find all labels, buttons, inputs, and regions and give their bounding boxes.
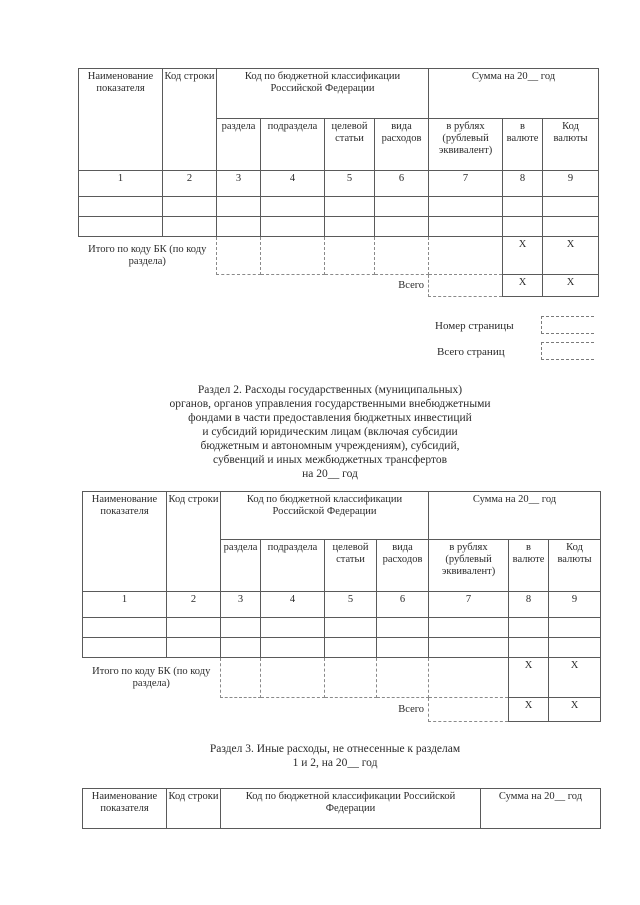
header-expense-type: вида расходов [375,119,429,171]
total-by-section-label: Итого по коду БК (по коду раздела) [88,243,207,267]
col-number: 7 [429,592,509,618]
col-number: 1 [83,592,167,618]
header-sum: Сумма на 20__ год [481,789,601,829]
header-subsection: подраздела [261,119,325,171]
header-indicator-name: Наименование показателя [83,789,167,829]
page-number-label: Номер страницы [435,320,514,332]
table-row [79,275,599,297]
col-number: 5 [325,171,375,197]
header-indicator-name: Наименование показателя [79,69,163,171]
header-sum: Сумма на 20__ год [429,69,599,119]
col-number: 1 [79,171,163,197]
header-currency: в валюте [509,540,549,592]
col-number: 2 [167,592,221,618]
page-number-field [541,316,594,334]
header-section: раздела [217,119,261,171]
header-target-item: целевой статьи [325,119,375,171]
col-number: 3 [221,592,261,618]
col-number: 6 [377,592,429,618]
grand-total-label: Всего [398,279,425,291]
col-number: 8 [509,592,549,618]
header-rubles: в рублях (рублевый эквивалент) [429,119,503,171]
header-line-code: Код строки [163,69,217,171]
x-mark: Х [503,237,543,275]
x-mark: Х [543,275,599,297]
header-currency-code: Код валюты [549,540,601,592]
header-budget-code: Код по бюджетной классификации Российской Федерации [221,492,429,540]
header-budget-code: Код по бюджетной классификации Российской Федерации [217,69,429,119]
col-number: 8 [503,171,543,197]
col-number: 6 [375,171,429,197]
col-number: 4 [261,592,325,618]
table-row [79,171,599,197]
header-budget-code: Код по бюджетной классификации Российской Федерации [221,789,481,829]
total-by-section-label: Итого по коду БК (по коду раздела) [92,665,211,689]
col-number: 7 [429,171,503,197]
header-currency: в валюте [503,119,543,171]
section-3-title: Раздел 3. Иные расходы, не отнесенные к разделам 1 и 2, на 20__ год [209,743,461,769]
total-pages-field [541,342,594,360]
header-expense-type: вида расходов [377,540,429,592]
total-pages-label: Всего страниц [437,346,505,358]
x-mark: Х [509,698,549,722]
table-section-2 [82,491,601,722]
x-mark: Х [549,698,601,722]
table-row [79,217,599,237]
x-mark: Х [543,237,599,275]
section-2-title: Раздел 2. Расходы государственных (муниципальных) органов, органов управления государственными внебюджетными фондами в части предоставления бюджетных инвестиций и субсидий юридическим лицам (включая субсидии бюджетным и автономным учреждениям), субсидий, субвенций и иных межбюджетных трансфертов на 20__ год [169,384,491,480]
table-section-3 [82,788,601,829]
header-subsection: подраздела [261,540,325,592]
header-sum: Сумма на 20__ год [429,492,601,540]
grand-total-label: Всего [398,703,425,715]
col-number: 9 [549,592,601,618]
col-number: 2 [163,171,217,197]
x-mark: Х [503,275,543,297]
header-indicator-name: Наименование показателя [83,492,167,592]
table-row [83,638,601,658]
table-row [83,658,601,698]
header-rubles: в рублях (рублевый эквивалент) [429,540,509,592]
table-section-1 [78,68,599,297]
x-mark: Х [509,658,549,698]
header-line-code: Код строки [167,789,221,829]
header-currency-code: Код валюты [543,119,599,171]
col-number: 4 [261,171,325,197]
col-number: 5 [325,592,377,618]
x-mark: Х [549,658,601,698]
col-number: 9 [543,171,599,197]
col-number: 3 [217,171,261,197]
header-line-code: Код строки [167,492,221,592]
table-row [83,698,601,722]
table-row [79,197,599,217]
table-row [83,618,601,638]
header-section: раздела [221,540,261,592]
table-row [83,592,601,618]
table-row [79,237,599,275]
header-target-item: целевой статьи [325,540,377,592]
